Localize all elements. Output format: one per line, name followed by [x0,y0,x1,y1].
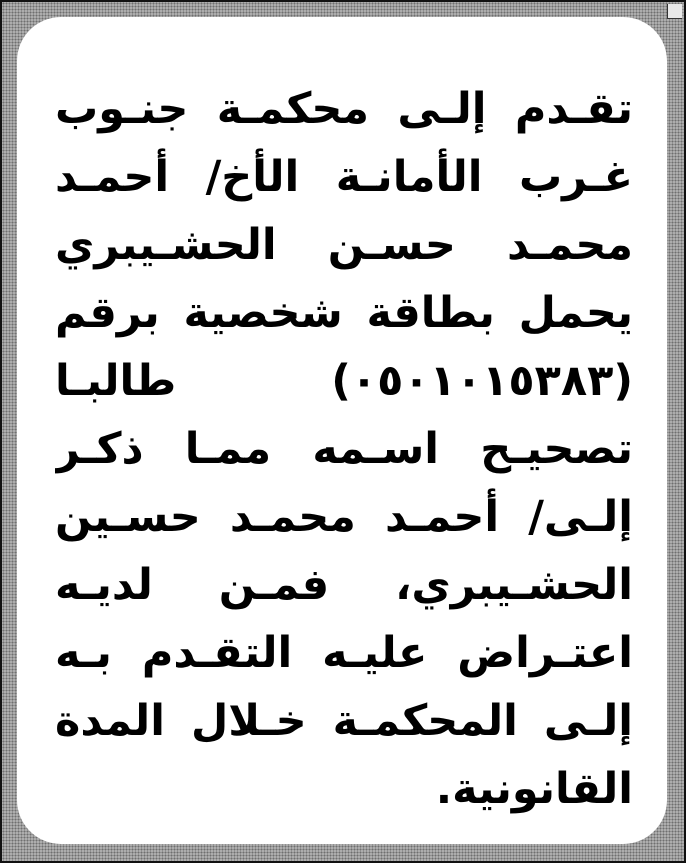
notice-line: غـرب الأمانـة الأخ/ أحمـد [55,152,633,202]
notice-line: تقـدم إلـى محكمـة جنـوب [55,84,633,134]
notice-line: محمـد حسـن الحشـيبري [55,220,633,270]
notice-text [17,17,667,844]
notice-line: تصحيـح اسـمه ممـا ذكـر [55,424,633,474]
notice-line: إلـى/ أحمـد محمـد حسـين [55,492,633,542]
notice-line: القانونية. [435,764,633,814]
notice-line: إلـى المحكمـة خـلال المدة [55,696,633,746]
notice-line: يحمل بطاقة شخصية برقم [55,288,633,338]
corner-marker [667,4,682,19]
notice-line: الحشـيبري، فمـن لديـه [55,560,633,610]
notice-line: (٠٥٠١٠١٥٣٨٣) طالبـا [55,356,633,406]
notice-line: اعتـراض عليـه التقـدم بـه [55,628,633,678]
